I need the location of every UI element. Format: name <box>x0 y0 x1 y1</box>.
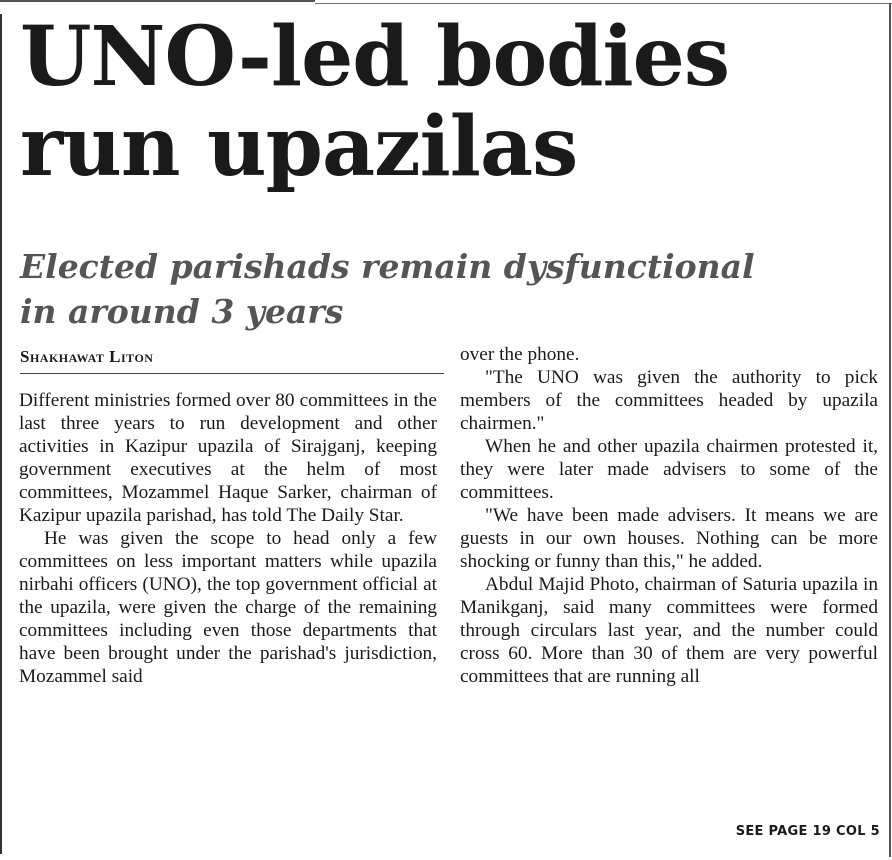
headline-line-2: run upazilas <box>20 99 578 195</box>
paragraph: When he and other upazila chairmen protested it, they were later made advisers to some of the committees. <box>460 436 878 503</box>
headline <box>20 9 880 195</box>
paragraph: "We have been made advisers. It means we are guests in our own houses. Nothing can be more shocking or funny than this," he added. <box>460 505 878 572</box>
byline-rule <box>20 373 444 374</box>
article-column-left <box>19 389 437 688</box>
continuation-jump-line: SEE PAGE 19 COL 5 <box>735 824 880 839</box>
top-border <box>0 0 315 2</box>
top-border-thin <box>315 3 892 4</box>
subheadline-line-1: Elected parishads remain dysfunctional <box>20 247 755 286</box>
right-border <box>889 3 891 857</box>
paragraph: Different ministries formed over 80 committees in the last three years to run development and other activities in Kazipur upazila of Sirajganj, keeping government executives at the helm of most committees, Mozammel Haque Sarker, chairman of Kazipur upazila parishad, has told The Daily Star. <box>19 390 437 526</box>
article-column-right <box>460 343 878 688</box>
paragraph: "The UNO was given the authority to pick members of the committees headed by upazila chairmen." <box>460 367 878 434</box>
byline: Shakhawat Liton <box>20 347 154 366</box>
paragraph: over the phone. <box>460 344 580 365</box>
headline-line-1: UNO-led bodies <box>20 9 729 105</box>
left-border <box>0 14 2 854</box>
subheadline <box>20 244 880 334</box>
paragraph: Abdul Majid Photo, chairman of Saturia upazila in Manikganj, said many committees were formed through circulars last year, and the number could cross 60. More than 30 of them are very powerful committees that are running all <box>460 574 878 687</box>
paragraph: He was given the scope to head only a few committees on less important matters while upazila nirbahi officers (UNO), the top government official at the upazila, were given the charge of the remaining committees including even those departments that have been brought under the parishad's jurisdiction, Mozammel said <box>19 528 437 687</box>
subheadline-line-2: in around 3 years <box>20 292 344 331</box>
